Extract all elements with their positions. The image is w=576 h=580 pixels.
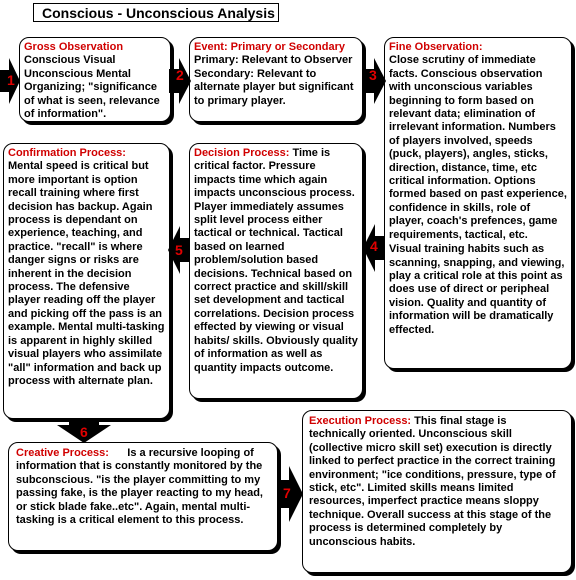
event-text: Primary: Relevant to Observer Secondary: Relevant to alternate player but significant to primary player. [194, 54, 354, 107]
confirmation-process-text: Mental speed is critical but more important is option recall training where first decision has backup. Again process is dependant on experience, teaching, and practice. "recall" is where danger signs or risks are inherent in the decision process. The defensive player reading off the player and picking off the pass is an example. Mental multi-tasking is apparent in highly skilled visual players who assimilate "all" information and back up process with alternate plan. [8, 160, 165, 387]
box-fine-observation [384, 37, 572, 369]
box-creative-process [8, 442, 278, 551]
confirmation-process-heading: Confirmation Process: [8, 147, 126, 159]
step-number-3: 3 [369, 67, 377, 83]
box-execution-process [302, 410, 572, 573]
fine-observation-text-2: Visual training habits such as scanning, snapping, and viewing, play a critical role at this point as does use of direct or peripheal vision. Quality and quantity of information will be dramatically effected. [389, 243, 565, 336]
creative-process-text: Is a recursive looping of information that is constantly monitored by the subconscious. "is the player committing to my passing fake, is the player reacting to my head, or stick blade fake..etc". Again, mental multi-tasking is a critical element to this process. [16, 447, 263, 527]
gross-observation-text: Conscious Visual Unconscious Mental Organizing; "significance of what is seen, relevance of information". [24, 54, 160, 121]
gross-observation-heading: Gross Observation [24, 41, 124, 53]
step-number-5: 5 [175, 242, 183, 258]
creative-process-heading: Creative Process: [16, 447, 109, 459]
box-decision-process [189, 143, 363, 399]
step-number-2: 2 [176, 67, 184, 83]
step-number-6: 6 [80, 424, 88, 440]
step-number-4: 4 [370, 238, 378, 254]
step-number-1: 1 [7, 72, 15, 88]
box-event [189, 37, 363, 122]
box-confirmation-process [3, 143, 170, 419]
fine-observation-text: Close scrutiny of immediate facts. Conscious observation with unconscious variables beginning to form based on relevant data; elimination of irrelevant information. Numbers of players involved, speeds (puck, players), angles, sticks, direction, distance, time, etc critical information. Options formed based on past experience, confidence in skills, role of player, coach's prefences, game requirements, tactical, etc. [389, 54, 567, 241]
decision-process-text: Time is critical factor. Pressure impacts time which again impacts unconscious process. Player immediately assumes split level process either tactical or technical. Tactical based on learned problem/solution based decisions. Technical based on correct practice and skill/skill set development and tactical correlations. Decision process effected by viewing or visual habits/ skills. Obviously quality of information as well as quantity impacts outcome. [194, 147, 358, 374]
event-heading: Event: Primary or Secondary [194, 41, 346, 53]
fine-observation-heading: Fine Observation: [389, 41, 483, 53]
box-gross-observation [19, 37, 171, 122]
diagram-title: Conscious - Unconscious Analysis [33, 3, 279, 22]
decision-process-heading: Decision Process: [194, 147, 290, 159]
step-number-7: 7 [283, 485, 291, 501]
execution-process-heading: Execution Process: [309, 415, 412, 427]
execution-process-text: This final stage is technically oriented. Unconscious skill (collective micro skill set) execution is directly linked to perfect practice in the correct training environment; "ice conditions, pressure, type of stick, etc". Limited skills means limited resources, imperfect practice means sloppy technique. Overall success at this stage of the process is determined completely by unconscious habits. [309, 415, 556, 548]
